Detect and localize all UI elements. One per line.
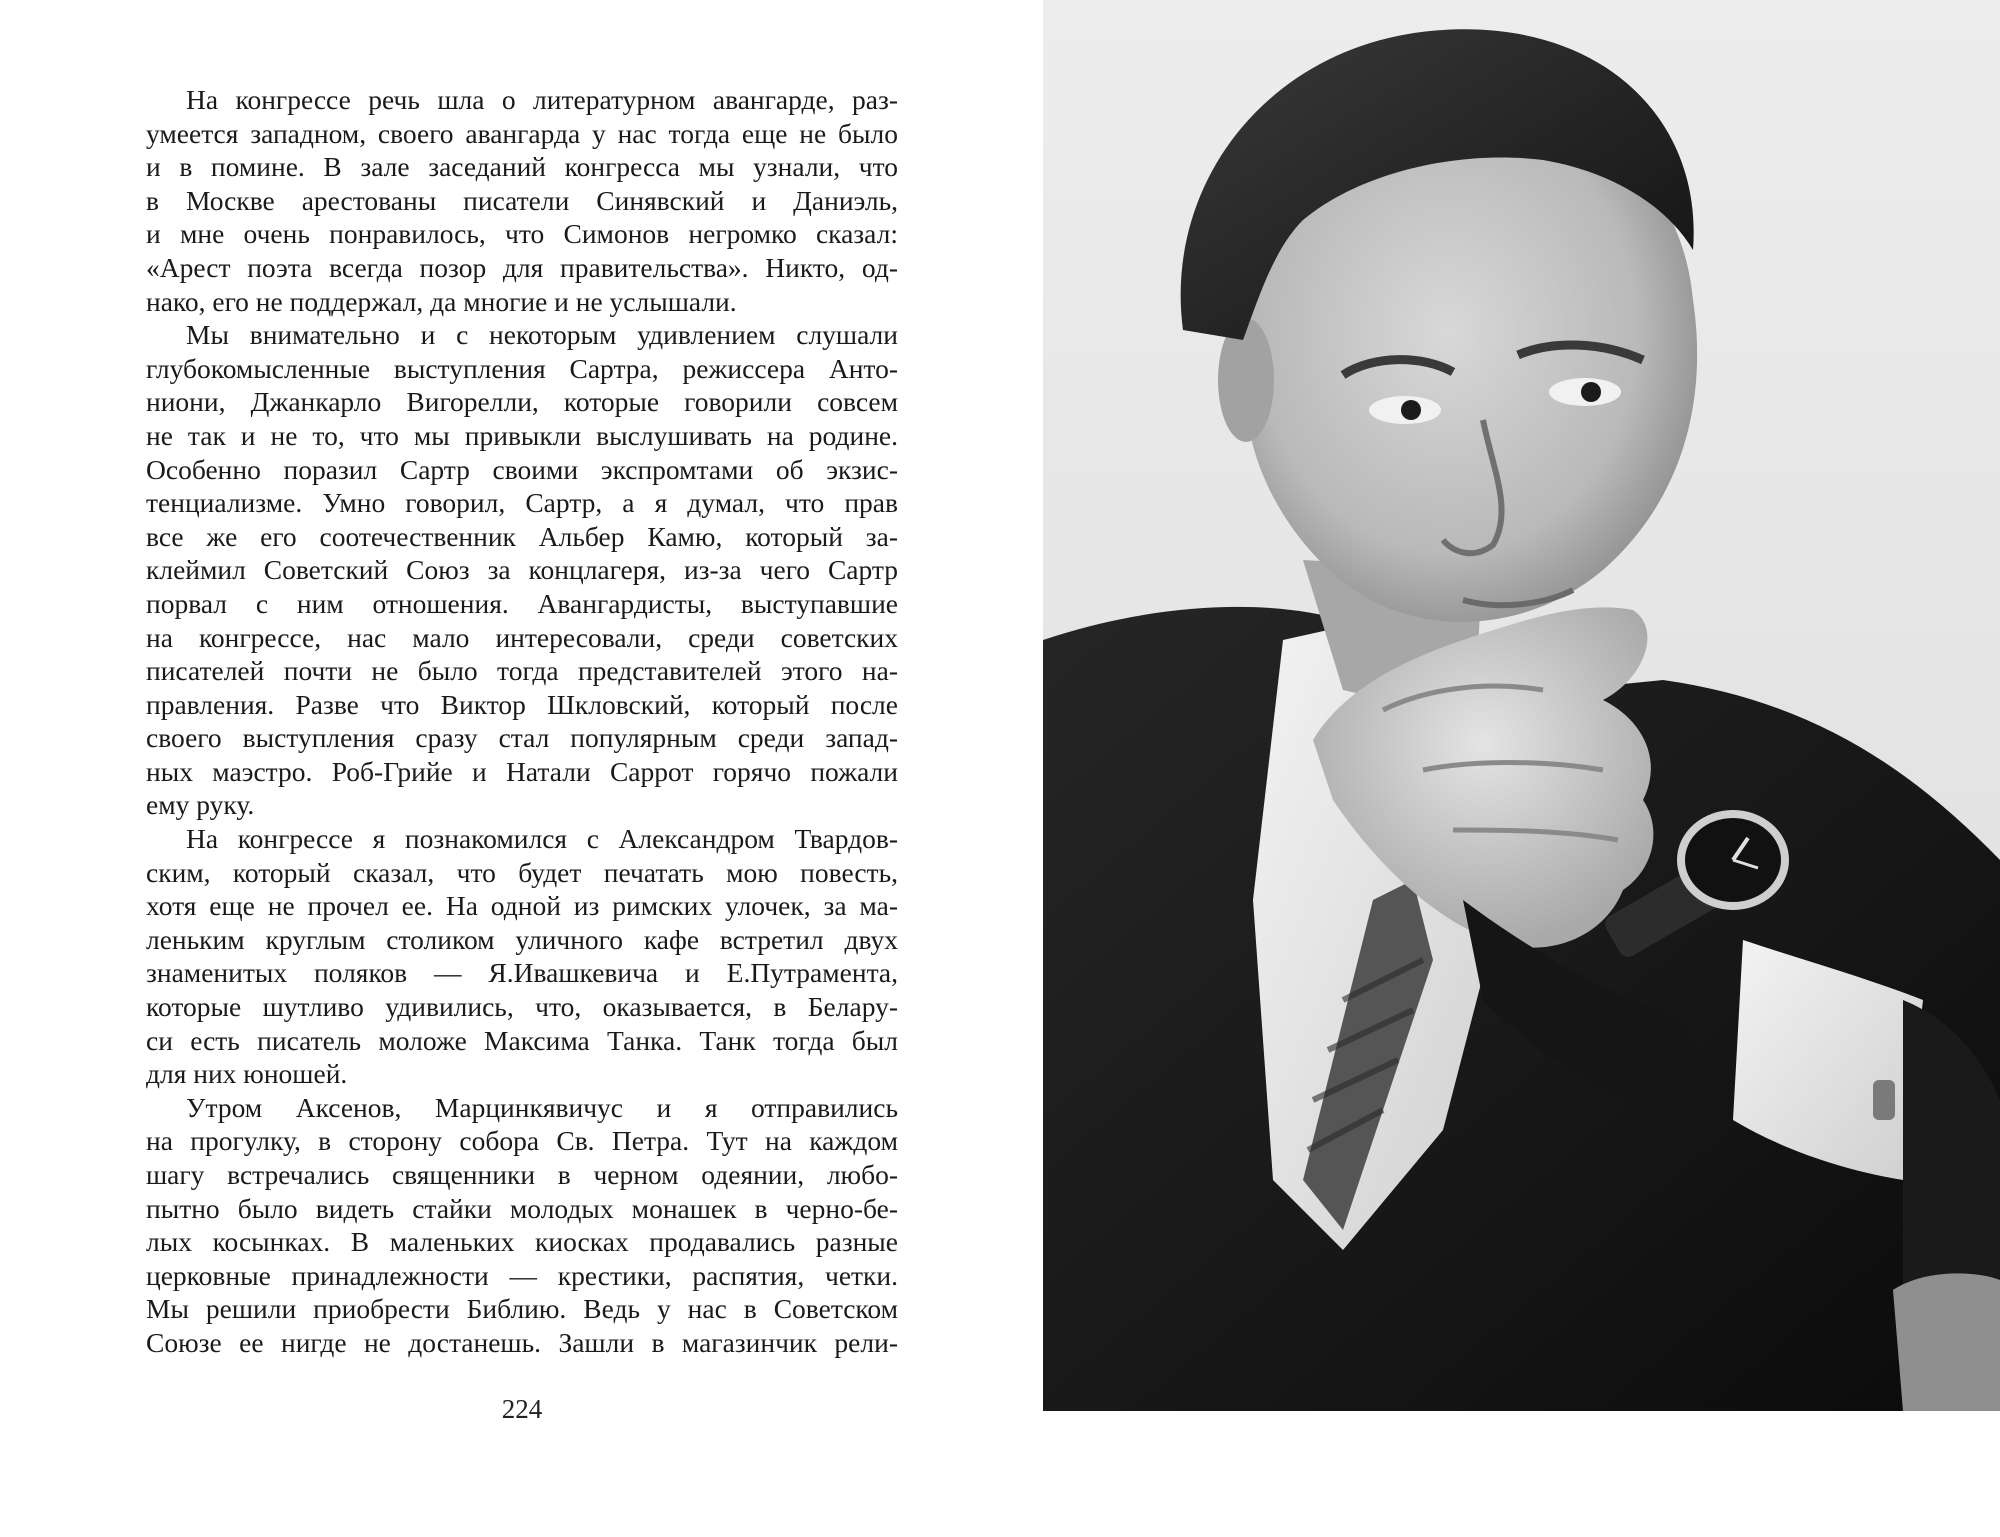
paragraph (146, 83, 898, 318)
text-line: порвал с ним отношения. Авангардисты, выступавшие (146, 587, 898, 619)
text-line: правления. Разве что Виктор Шкловский, который после (146, 688, 898, 720)
text-line: своего выступления сразу стал популярным среди запад- (146, 722, 898, 754)
text-line: ных маэстро. Роб-Грийе и Натали Саррот горячо пожали (146, 755, 898, 787)
text-line: нако, его не поддержал, да многие и не услышали. (146, 285, 737, 317)
portrait-illustration (1043, 0, 2000, 1411)
text-page (146, 83, 898, 1360)
paragraph (146, 318, 898, 822)
text-line: и мне очень понравилось, что Симонов негромко сказал: (146, 218, 898, 250)
text-line: писателей почти не было тогда представителей этого на- (146, 655, 898, 687)
text-line: Утром Аксенов, Марцинкявичус и я отправились (186, 1091, 898, 1123)
text-line: леньким круглым столиком уличного кафе встретил двух (146, 923, 898, 955)
text-line: шагу встречались священники в черном одеянии, любо- (146, 1159, 898, 1190)
text-line: ему руку. (146, 789, 255, 821)
text-line: «Арест поэта всегда позор для правительства». Никто, од- (146, 251, 898, 283)
text-line: лых косынках. В маленьких киосках продавались разные (146, 1226, 898, 1258)
text-line: ским, который сказал, что будет печатать мою повесть, (146, 856, 898, 888)
paragraph (146, 1091, 898, 1360)
text-line: На конгрессе я познакомился с Александром Твардов- (186, 823, 898, 855)
text-line: хотя еще не прочел ее. На одной из римских улочек, за ма- (146, 890, 898, 922)
text-line: на прогулку, в сторону собора Св. Петра. Тут на каждом (146, 1125, 898, 1157)
text-line: Мы решили приобрести Библию. Ведь у нас в Советском (146, 1293, 898, 1325)
text-line: все же его соотечественник Альбер Камю, который за- (146, 520, 898, 552)
text-line: Мы внимательно и с некоторым удивлением слушали (186, 319, 898, 351)
text-line: не так и не то, что мы привыкли выслушивать на родине. (146, 419, 898, 451)
text-line: и в помине. В зале заседаний конгресса мы узнали, что (146, 151, 898, 183)
chair-arm (1893, 1273, 2000, 1411)
text-line: клеймил Советский Союз за концлагеря, из-за чего Сартр (146, 554, 898, 586)
paragraph (146, 822, 898, 1091)
text-line: которые шутливо удивились, что, оказывается, в Белару- (146, 991, 898, 1023)
page-number: 224 (501, 1394, 543, 1424)
text-line: Особенно поразил Сартр своими экспромтами об экзис- (146, 453, 898, 485)
text-line: На конгрессе речь шла о литературном авангарде, раз- (186, 84, 898, 115)
text-line: знаменитых поляков — Я.Ивашкевича и Е.Путрамента, (146, 957, 898, 989)
text-line: глубокомысленные выступления Сартра, режиссера Анто- (146, 352, 898, 384)
text-line: в Москве арестованы писатели Синявский и Даниэль, (146, 184, 898, 216)
text-line: тенциализме. Умно говорил, Сартр, а я думал, что прав (146, 487, 898, 519)
text-line: для них юношей. (146, 1058, 348, 1090)
text-line: на конгрессе, нас мало интересовали, среди советских (146, 621, 898, 653)
text-line: церковные принадлежности — крестики, распятия, четки. (146, 1259, 898, 1291)
text-line: умеется западном, своего авангарда у нас тогда еще не было (146, 117, 898, 149)
text-line: пытно было видеть стайки молодых монашек в черно-бе- (146, 1192, 898, 1224)
portrait-photo (1043, 0, 2000, 1411)
text-line: си есть писатель моложе Максима Танка. Танк тогда был (146, 1024, 898, 1056)
text-line: Союзе ее нигде не достанешь. Зашли в магазинчик рели- (146, 1326, 898, 1358)
text-line: ниони, Джанкарло Вигорелли, которые говорили совсем (146, 386, 898, 418)
